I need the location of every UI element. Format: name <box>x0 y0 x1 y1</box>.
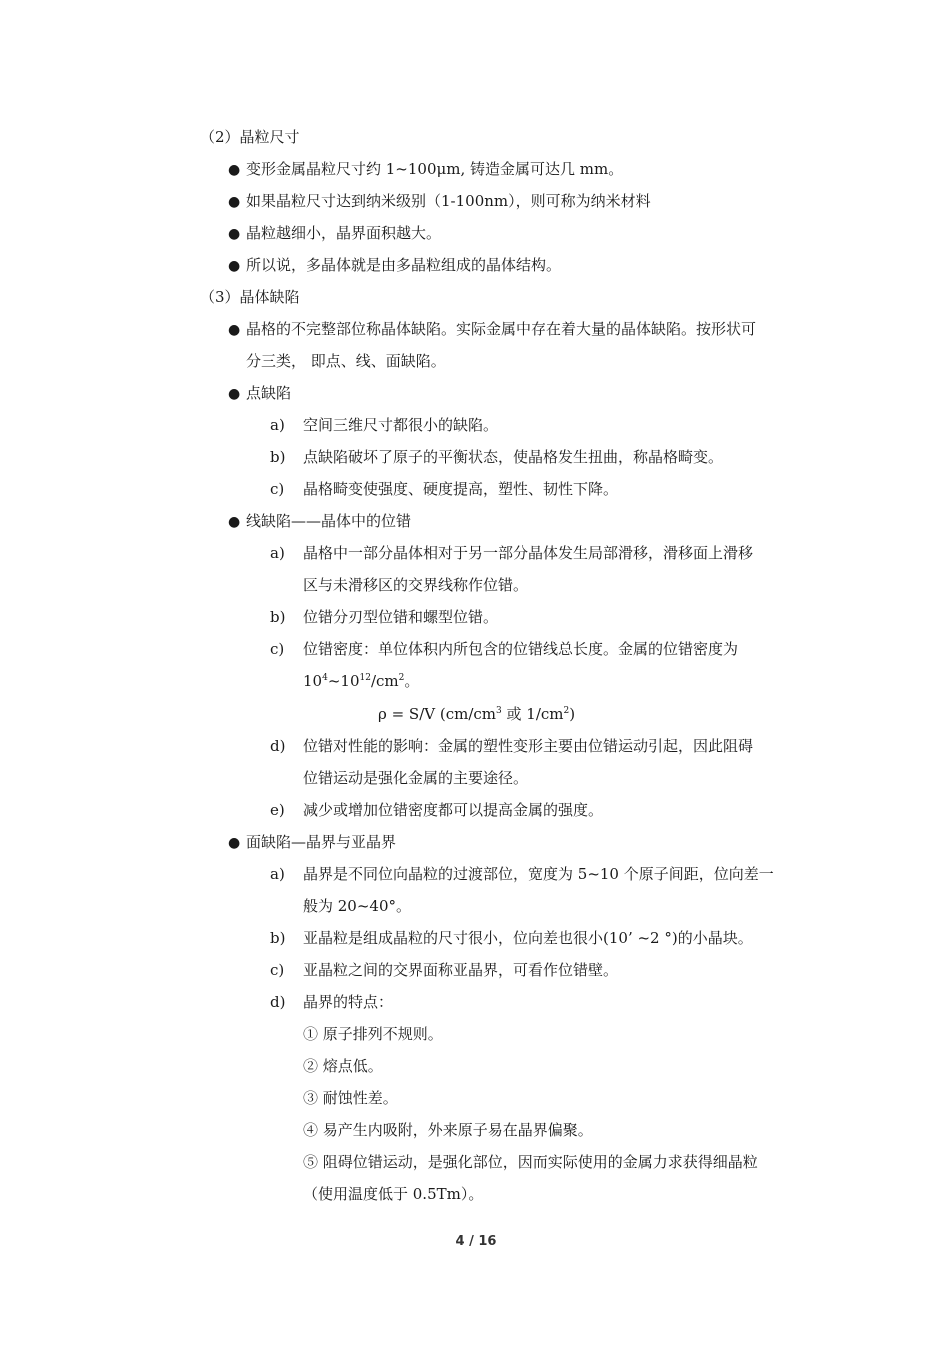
section-heading-crystal-defects: （3）晶体缺陷 <box>200 288 300 306</box>
item-text: 位错分刃型位错和螺型位错。 <box>303 608 499 626</box>
item-label: a) <box>270 416 285 434</box>
list-item: ● 晶格的不完整部位称晶体缺陷。实际金属中存在着大量的晶体缺陷。按形状可 <box>228 320 757 338</box>
item-label: d) <box>270 737 286 755</box>
item-label: c) <box>270 480 285 498</box>
item-text: 亚晶粒是组成晶粒的尺寸很小，位向差也很小(10’ ~2 °)的小晶块。 <box>303 929 753 947</box>
item-text: 减少或增加位错密度都可以提高金属的强度。 <box>303 801 604 819</box>
paragraph-continuation: 分三类， 即点、线、面缺陷。 <box>246 352 446 370</box>
formula-dislocation-density: ρ = S/V ($cm/cm^3$ 或 $1/cm^2$) <box>378 705 576 723</box>
item-label: b) <box>270 929 286 947</box>
item-label: a) <box>270 544 285 562</box>
feature-item: ③ 耐蚀性差。 <box>303 1089 398 1107</box>
item-label: d) <box>270 993 286 1011</box>
subsection-line-defects: ● 线缺陷——晶体中的位错 <box>228 512 412 530</box>
item-text: 位错密度：单位体积内所包含的位错线总长度。金属的位错密度为 <box>303 640 739 658</box>
item-text: 位错对性能的影响：金属的塑性变形主要由位错运动引起，因此阻碍 <box>303 737 754 755</box>
item-label: b) <box>270 448 286 466</box>
bullet-icon: ● <box>228 322 241 338</box>
section-heading-grain-size: （2）晶粒尺寸 <box>200 128 300 146</box>
item-text: 点缺陷破坏了原子的平衡状态，使晶格发生扭曲，称晶格畸变。 <box>303 448 724 466</box>
item-text: 晶格中一部分晶体相对于另一部分晶体发生局部滑移，滑移面上滑移 <box>303 544 754 562</box>
item-text: 晶格畸变使强度、硬度提高，塑性、韧性下降。 <box>303 480 619 498</box>
subsection-point-defects: ● 点缺陷 <box>228 384 292 402</box>
list-item: ● 晶粒越细小，晶界面积越大。 <box>228 224 442 242</box>
bullet-icon: ● <box>228 386 241 402</box>
bullet-icon: ● <box>228 162 241 178</box>
item-text-continuation: 区与未滑移区的交界线称作位错。 <box>303 576 529 594</box>
item-text-continuation: 般为 20~40°。 <box>303 897 412 915</box>
bullet-icon: ● <box>228 226 241 242</box>
item-label: c) <box>270 640 285 658</box>
subsection-surface-defects: ● 面缺陷—晶界与亚晶界 <box>228 833 397 851</box>
dislocation-density-range: $10^4\sim 10^{12}/cm^2$。 <box>303 672 420 690</box>
feature-item-continuation: （使用温度低于 0.5Tm）。 <box>303 1185 484 1203</box>
feature-item: ④ 易产生内吸附，外来原子易在晶界偏聚。 <box>303 1121 593 1139</box>
item-text: 亚晶粒之间的交界面称亚晶界，可看作位错壁。 <box>303 961 619 979</box>
item-text: 空间三维尺寸都很小的缺陷。 <box>303 416 499 434</box>
bullet-icon: ● <box>228 835 241 851</box>
item-label: a) <box>270 865 285 883</box>
item-text-continuation: 位错运动是强化金属的主要途径。 <box>303 769 529 787</box>
item-label: e) <box>270 801 285 819</box>
bullet-icon: ● <box>228 194 241 210</box>
list-item: ● 所以说，多晶体就是由多晶粒组成的晶体结构。 <box>228 256 562 274</box>
feature-item: ① 原子排列不规则。 <box>303 1025 443 1043</box>
item-text: 晶界是不同位向晶粒的过渡部位，宽度为 5~10 个原子间距，位向差一 <box>303 865 774 883</box>
item-label: c) <box>270 961 285 979</box>
feature-item: ② 熔点低。 <box>303 1057 383 1075</box>
item-text: 晶界的特点： <box>303 993 394 1011</box>
bullet-icon: ● <box>228 514 241 530</box>
item-label: b) <box>270 608 286 626</box>
page-number: 4 / 16 <box>455 1234 497 1249</box>
feature-item: ⑤ 阻碍位错运动，是强化部位，因而实际使用的金属力求获得细晶粒 <box>303 1153 758 1171</box>
list-item: ● 如果晶粒尺寸达到纳米级别（1-100nm），则可称为纳米材料 <box>228 192 651 210</box>
list-item: ● 变形金属晶粒尺寸约 1~100μm, 铸造金属可达几 mm。 <box>228 160 624 178</box>
bullet-icon: ● <box>228 258 241 274</box>
